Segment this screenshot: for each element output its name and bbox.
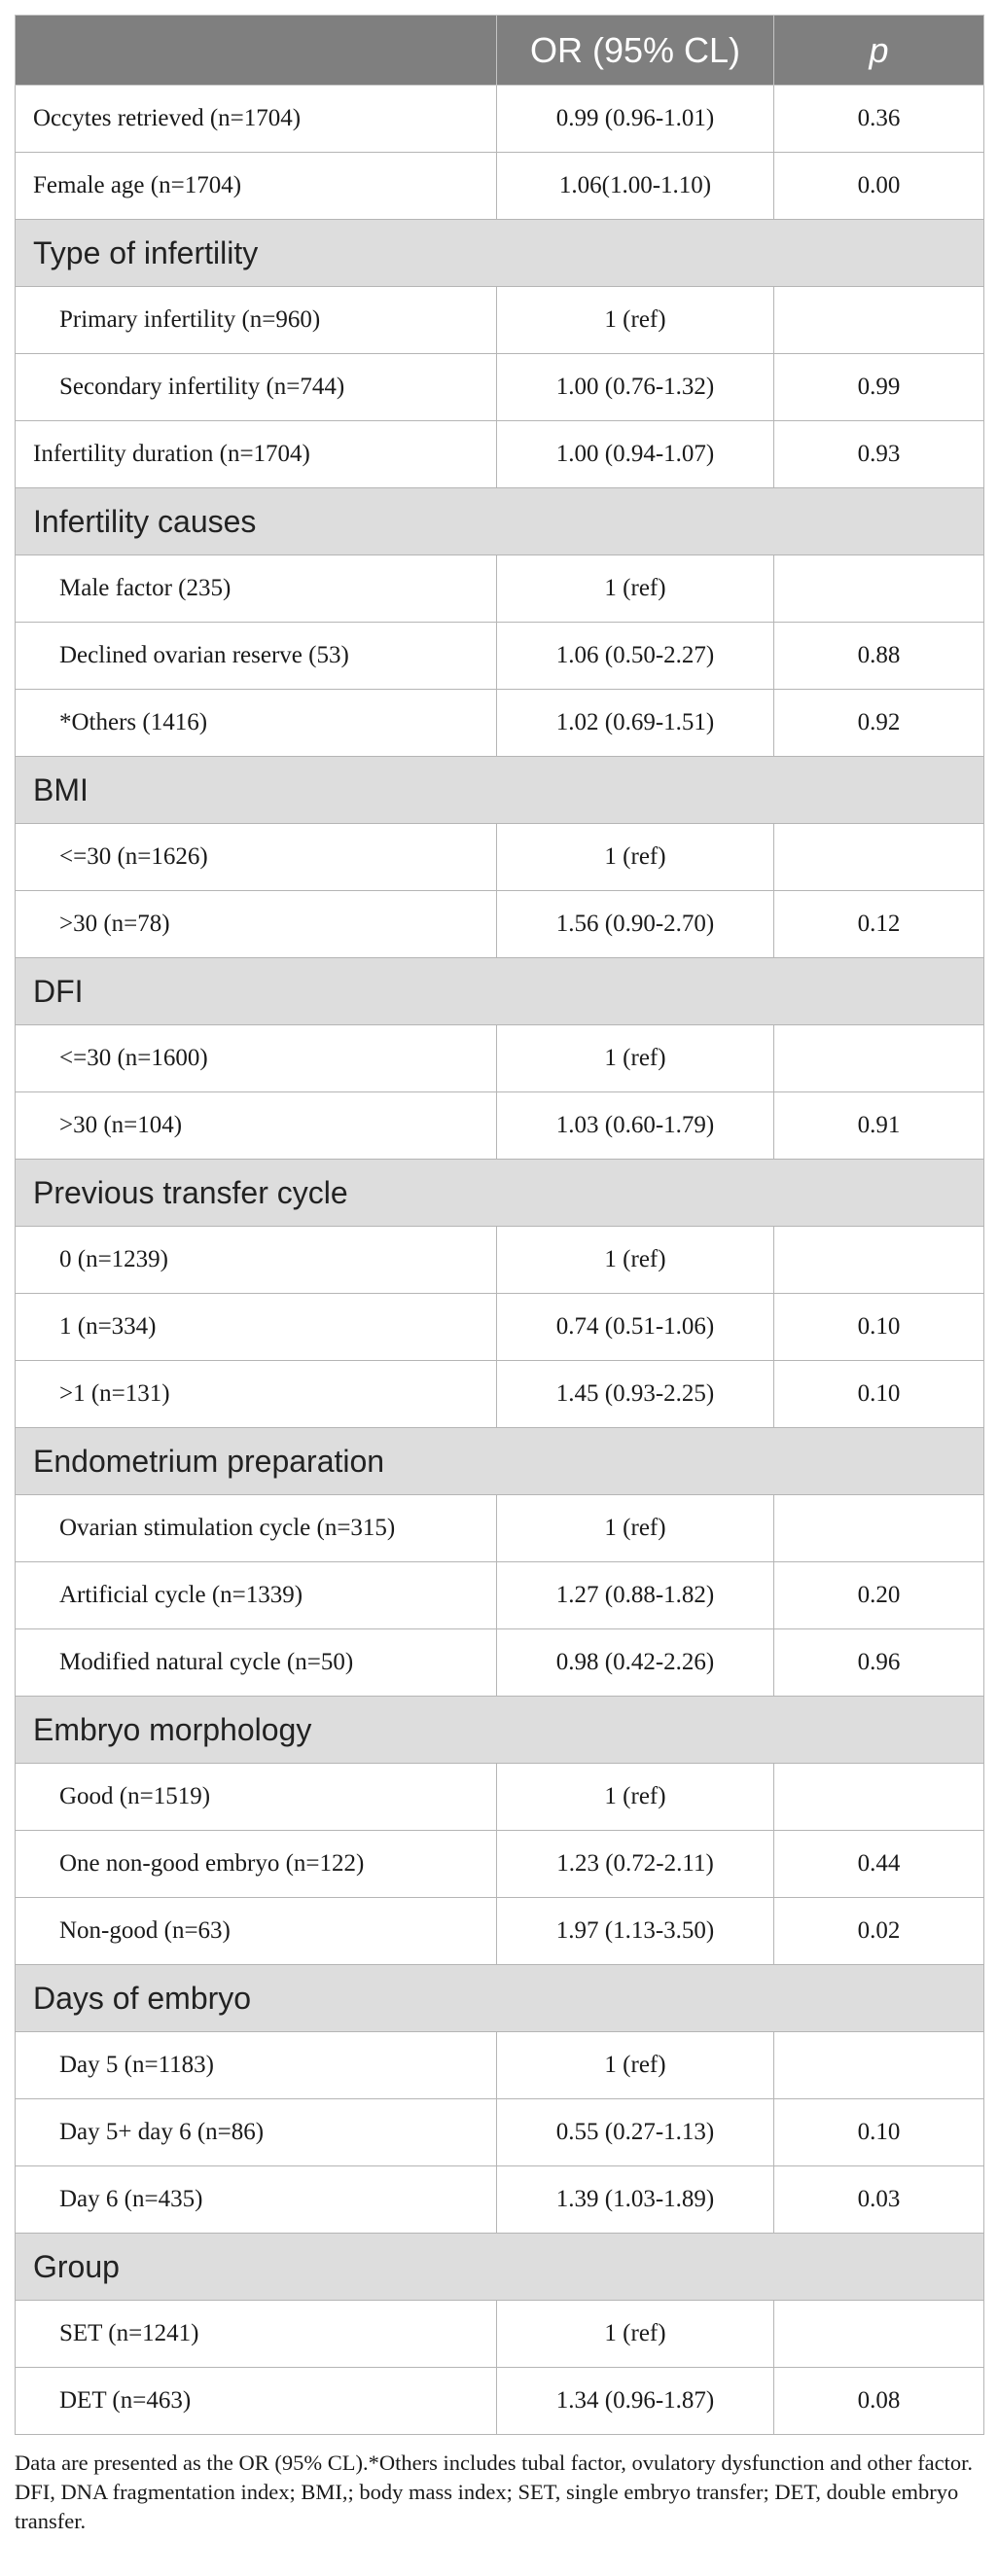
odds-ratio-cell: 1.02 (0.69-1.51) (497, 690, 774, 757)
odds-ratio-cell: 1.03 (0.60-1.79) (497, 1092, 774, 1160)
p-value-cell (774, 1227, 984, 1294)
row-label: One non-good embryo (n=122) (16, 1831, 497, 1898)
p-value-cell: 0.36 (774, 86, 984, 153)
section-row (16, 1965, 984, 2032)
table-row (16, 2368, 984, 2435)
table-row (16, 1898, 984, 1965)
table-row (16, 690, 984, 757)
p-value-cell (774, 555, 984, 623)
section-label: BMI (16, 757, 984, 824)
header-variable (16, 16, 497, 86)
p-value-cell: 0.99 (774, 354, 984, 421)
section-label: Embryo morphology (16, 1697, 984, 1764)
odds-ratio-cell: 0.74 (0.51-1.06) (497, 1294, 774, 1361)
table-container (15, 15, 983, 2536)
p-value-cell: 0.03 (774, 2166, 984, 2234)
p-value-cell: 0.93 (774, 421, 984, 488)
row-label: Day 6 (n=435) (16, 2166, 497, 2234)
odds-ratio-cell: 1 (ref) (497, 2301, 774, 2368)
p-value-cell: 0.00 (774, 153, 984, 220)
p-value-cell (774, 1495, 984, 1562)
table-row (16, 1025, 984, 1092)
section-row (16, 220, 984, 287)
odds-ratio-cell: 0.98 (0.42-2.26) (497, 1629, 774, 1697)
odds-ratio-cell: 1.56 (0.90-2.70) (497, 891, 774, 958)
row-label: Female age (n=1704) (16, 153, 497, 220)
table-row (16, 1495, 984, 1562)
row-label: Good (n=1519) (16, 1764, 497, 1831)
section-label: Endometrium preparation (16, 1428, 984, 1495)
p-value-cell: 0.20 (774, 1562, 984, 1629)
table-row (16, 623, 984, 690)
row-label: Day 5+ day 6 (n=86) (16, 2099, 497, 2166)
section-label: Infertility causes (16, 488, 984, 555)
p-value-cell: 0.02 (774, 1898, 984, 1965)
odds-ratio-cell: 1.06 (0.50-2.27) (497, 623, 774, 690)
row-label: Male factor (235) (16, 555, 497, 623)
row-label: Ovarian stimulation cycle (n=315) (16, 1495, 497, 1562)
odds-ratio-cell: 1.00 (0.94-1.07) (497, 421, 774, 488)
section-row (16, 1697, 984, 1764)
p-value-cell: 0.91 (774, 1092, 984, 1160)
p-value-cell: 0.44 (774, 1831, 984, 1898)
section-row (16, 1428, 984, 1495)
row-label: SET (n=1241) (16, 2301, 497, 2368)
odds-ratio-cell: 1 (ref) (497, 1764, 774, 1831)
table-body (16, 86, 984, 2435)
table-row (16, 153, 984, 220)
odds-ratio-cell: 1 (ref) (497, 287, 774, 354)
odds-ratio-cell: 1.39 (1.03-1.89) (497, 2166, 774, 2234)
odds-ratio-cell: 1 (ref) (497, 555, 774, 623)
row-label: *Others (1416) (16, 690, 497, 757)
table-header-row (16, 16, 984, 86)
odds-ratio-cell: 1.27 (0.88-1.82) (497, 1562, 774, 1629)
row-label: Occytes retrieved (n=1704) (16, 86, 497, 153)
row-label: <=30 (n=1600) (16, 1025, 497, 1092)
p-value-cell: 0.96 (774, 1629, 984, 1697)
odds-ratio-cell: 1 (ref) (497, 824, 774, 891)
p-value-cell (774, 1025, 984, 1092)
table-row (16, 2099, 984, 2166)
row-label: Secondary infertility (n=744) (16, 354, 497, 421)
row-label: >1 (n=131) (16, 1361, 497, 1428)
table-row (16, 1092, 984, 1160)
table-row (16, 1764, 984, 1831)
table-row (16, 2166, 984, 2234)
p-value-cell: 0.92 (774, 690, 984, 757)
row-label: >30 (n=104) (16, 1092, 497, 1160)
odds-ratio-cell: 1 (ref) (497, 1227, 774, 1294)
row-label: Artificial cycle (n=1339) (16, 1562, 497, 1629)
row-label: Infertility duration (n=1704) (16, 421, 497, 488)
odds-ratio-cell: 1.45 (0.93-2.25) (497, 1361, 774, 1428)
row-label: 1 (n=334) (16, 1294, 497, 1361)
odds-ratio-cell: 1.00 (0.76-1.32) (497, 354, 774, 421)
row-label: Non-good (n=63) (16, 1898, 497, 1965)
p-value-cell (774, 2032, 984, 2099)
section-label: DFI (16, 958, 984, 1025)
odds-ratio-cell: 1 (ref) (497, 2032, 774, 2099)
table-row (16, 824, 984, 891)
table-row (16, 1831, 984, 1898)
p-value-cell: 0.10 (774, 2099, 984, 2166)
table-row (16, 2301, 984, 2368)
odds-ratio-cell: 1.34 (0.96-1.87) (497, 2368, 774, 2435)
odds-ratio-cell: 0.55 (0.27-1.13) (497, 2099, 774, 2166)
odds-ratio-cell: 1.97 (1.13-3.50) (497, 1898, 774, 1965)
row-label: Day 5 (n=1183) (16, 2032, 497, 2099)
p-value-cell (774, 1764, 984, 1831)
section-label: Days of embryo (16, 1965, 984, 2032)
odds-ratio-table (15, 15, 984, 2435)
table-row (16, 421, 984, 488)
table-row (16, 555, 984, 623)
odds-ratio-cell: 1 (ref) (497, 1025, 774, 1092)
table-row (16, 1562, 984, 1629)
section-label: Type of infertility (16, 220, 984, 287)
p-value-cell: 0.10 (774, 1361, 984, 1428)
section-label: Group (16, 2234, 984, 2301)
row-label: DET (n=463) (16, 2368, 497, 2435)
section-row (16, 488, 984, 555)
section-row (16, 958, 984, 1025)
table-row (16, 1361, 984, 1428)
table-row (16, 86, 984, 153)
p-value-cell: 0.88 (774, 623, 984, 690)
table-row (16, 287, 984, 354)
odds-ratio-cell: 1 (ref) (497, 1495, 774, 1562)
p-value-cell (774, 824, 984, 891)
header-p: p (774, 16, 984, 86)
section-row (16, 757, 984, 824)
header-or: OR (95% CL) (497, 16, 774, 86)
table-footnote: Data are presented as the OR (95% CL).*Others includes tubal factor, ovulatory dysfunction and other factor. DFI, DNA fragmentation index; BMI,; body mass index; SET, single embryo transfer; DET, double embryo transfer. (15, 2451, 974, 2533)
table-row (16, 354, 984, 421)
p-value-cell: 0.10 (774, 1294, 984, 1361)
p-value-cell (774, 2301, 984, 2368)
odds-ratio-cell: 0.99 (0.96-1.01) (497, 86, 774, 153)
table-row (16, 1294, 984, 1361)
p-value-cell: 0.12 (774, 891, 984, 958)
p-value-cell (774, 287, 984, 354)
section-row (16, 2234, 984, 2301)
row-label: 0 (n=1239) (16, 1227, 497, 1294)
row-label: <=30 (n=1626) (16, 824, 497, 891)
section-label: Previous transfer cycle (16, 1160, 984, 1227)
table-row (16, 1629, 984, 1697)
table-row (16, 891, 984, 958)
row-label: >30 (n=78) (16, 891, 497, 958)
section-row (16, 1160, 984, 1227)
odds-ratio-cell: 1.06(1.00-1.10) (497, 153, 774, 220)
row-label: Primary infertility (n=960) (16, 287, 497, 354)
table-row (16, 1227, 984, 1294)
row-label: Declined ovarian reserve (53) (16, 623, 497, 690)
table-row (16, 2032, 984, 2099)
row-label: Modified natural cycle (n=50) (16, 1629, 497, 1697)
odds-ratio-cell: 1.23 (0.72-2.11) (497, 1831, 774, 1898)
p-value-cell: 0.08 (774, 2368, 984, 2435)
